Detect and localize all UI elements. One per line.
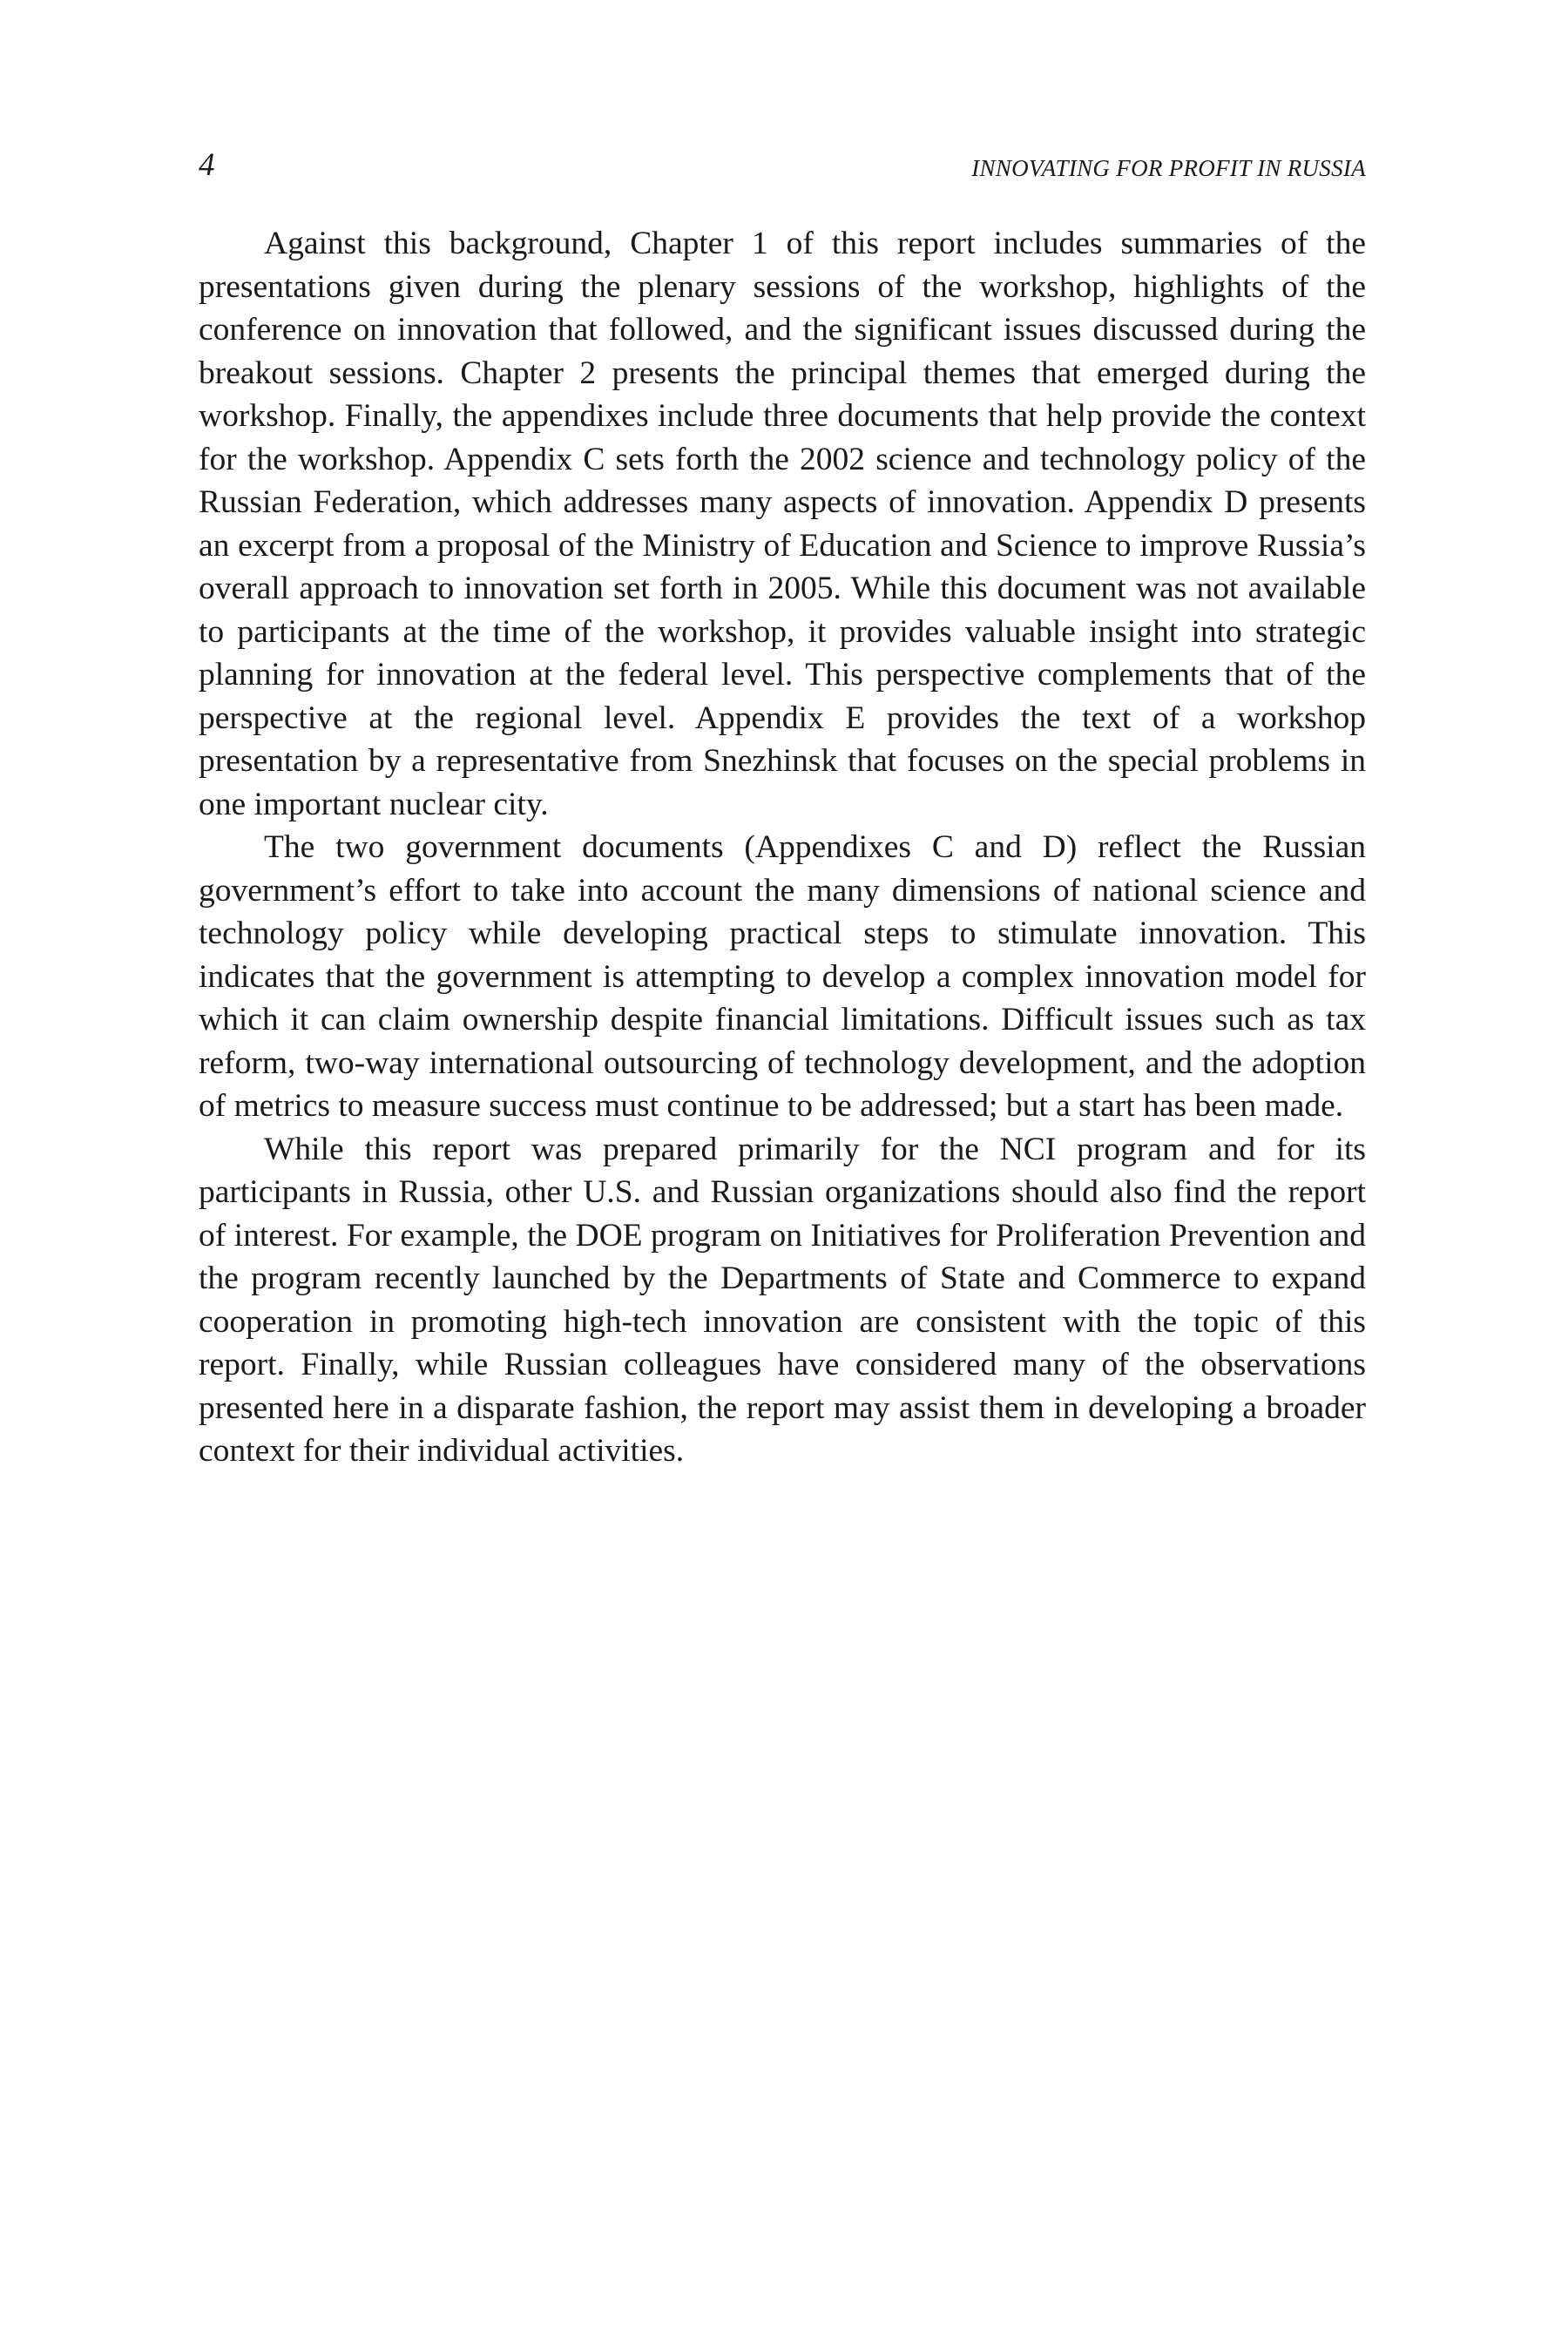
paragraph-2: The two government documents (Appendixes C and D) reflect the Russian government’s effort to take into account the many dimensions of national science and technology policy while developing practical steps to stimulate innovation. This indicates that the government is attempting to develop a complex innovation model for which it can claim ownership despite financial limitations. Difficult issues such as tax reform, two-way international outsourcing of technology development, and the adoption of metrics to measure success must continue to be addressed; but a start has been made. xyxy=(199,829,1366,1124)
running-title: INNOVATING FOR PROFIT IN RUSSIA xyxy=(971,155,1366,181)
running-header xyxy=(199,148,1366,192)
paragraph-3: While this report was prepared primarily for the NCI program and for its participants in Russia, other U.S. and Russian organizations should also find the report of interest. For example, the DOE program on Initiatives for Proliferation Prevention and the program recently launched by the Departments of State and Commerce to expand cooperation in promoting high-tech innovation are consistent with the topic of this report. Finally, while Russian colleagues have considered many of the observations presented here in a disparate fashion, the report may assist them in developing a broader context for their individual activities. xyxy=(199,1131,1366,1469)
body-text xyxy=(199,222,1366,1473)
page-number: 4 xyxy=(199,147,215,183)
paragraph-1: Against this background, Chapter 1 of this report includes summaries of the presentations given during the plenary sessions of the workshop, highlights of the conference on innovation that followed, and the significant issues discussed during the breakout sessions. Chapter 2 presents the principal themes that emerged during the workshop. Finally, the appendixes include three documents that help provide the context for the workshop. Appendix C sets forth the 2002 science and technology policy of the Russian Federation, which addresses many aspects of innovation. Appendix D presents an excerpt from a proposal of the Ministry of Education and Science to improve Russia’s overall approach to innovation set forth in 2005. While this document was not available to participants at the time of the workshop, it provides valuable insight into strategic planning for innovation at the federal level. This perspective complements that of the perspective at the regional level. Appendix E provides the text of a workshop presentation by a representative from Snezhinsk that focuses on the special problems in one important nuclear city. xyxy=(199,226,1366,822)
